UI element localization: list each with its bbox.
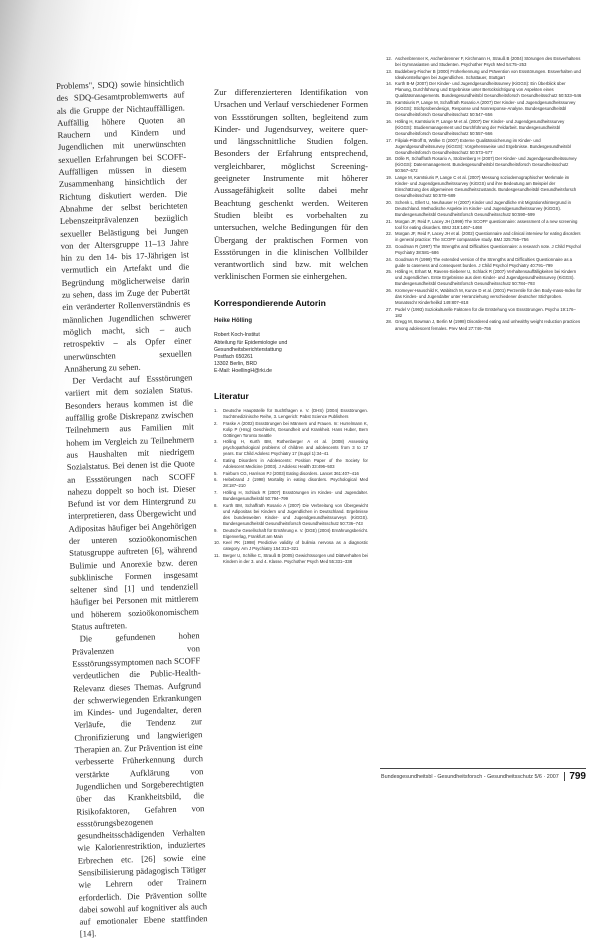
address-line: Robert Koch-Institut [214, 332, 260, 339]
reference-item [386, 119, 582, 137]
reference-number: 10. [214, 540, 220, 546]
reference-item [386, 175, 582, 199]
reference-number: 19. [386, 175, 392, 181]
reference-number: 28. [386, 319, 392, 325]
paragraph: Die gefundenen hohen Prävalenzen von Essstörungssymptomen nach SCOFF verdeutlichen die Public-Health-Relevanz dieses Themas. Aufgrund der schwerwiegenden Erkrankungen im Kindes- und Jugendalter, deren Verläufe, die Tendenz zur Chronifizierung und langwierigen Therapien an. Zur Prävention ist eine verbesserte Früherkennung durch verstärkte Aufklärung von Jugendlichen und Sorgeberechtigten über das Krankheitsbild, die Risikofaktoren, Gefahren von essstörungsbezogenen gesundheitsschädigenden Verhalten wie Kalorienrestriktion, induziertes Erbrechen etc. [26] sowie eine Sensibilisierung pädagogisch Tätiger wie Lehrern oder Trainern erforderlich. Die Prävention sollte dabei sowohl auf kognitiver als auch auf emotionaler Ebene stattfinden [14]. [71, 630, 208, 940]
reference-number: 7. [214, 490, 218, 496]
reference-number: 22. [386, 231, 392, 237]
reference-item [214, 477, 368, 489]
reference-item [386, 56, 582, 68]
reference-item [386, 231, 582, 243]
author-address [214, 332, 368, 375]
reference-item [386, 81, 582, 99]
reference-text: Kamtsiuris P, Lange M, Schaffrath Rosario A (2007) Der Kinder- und Jugendgesundheitssurvey (KiGGS): Stichprobendesign, Response und Nonresponse-Analyse. Bundesgesundheitsbl Gesundheitsforsch Gesundheitsschutz 50:547–556 [395, 100, 576, 118]
reference-number: 5. [214, 470, 218, 476]
reference-text: Kurth BM, Schaffrath Rosario A (2007) Die Verbreitung von Übergewicht und Adipositas bei Kindern und Jugendlichen in Deutschland. Ergebnisse des bundesweiten Kinder- und Jugendgesundheitssurveys (KiGGS). Bundesgesundheitsbl Gesundheitsforsch Gesundheitsschutz 50:736–743 [223, 502, 368, 526]
reference-number: 8. [214, 502, 218, 508]
reference-list [214, 408, 368, 565]
reference-text: Fairburn CG, Harrison PJ (2003) Eating disorders. Lancet 361:407–416 [223, 470, 359, 476]
reference-text: Deutsche Hauptstelle für Suchtfragen e. V. (DHS) (2004) Essstörungen. Suchtmedizinische Reihe, 3. Lengerich: Pabst Science Publishers [223, 407, 368, 419]
reference-text: Pudel V (1993) Soziokulturelle Faktoren für die Entstehung von Essstörungen. Psycho 19:176–182 [395, 306, 576, 318]
reference-item [386, 200, 582, 218]
reference-item [214, 503, 368, 527]
reference-number: 3. [214, 439, 218, 445]
reference-text: Lange M, Kamtsiuris P, Lange C et al. (2007) Messung soziodemographischer Merkmale im Kinder- und Jugendgesundheitssurvey (KiGGS) und ihre Bedeutung am Beispiel der Einschätzung des allgemeinen Gesundheitszustands. Bundesgesundheitsbl Gesundheitsforsch Gesundheitsschutz 50:578–589 [395, 175, 577, 199]
reference-text: Hölling H, Erhart M, Ravens-Sieberer U, Schlack R (2007) Verhaltensauffälligkeiten bei Kindern und Jugendlichen. Erste Ergebnisse aus dem Kinder- und Jugendgesundheitssurvey (KiGGS). Bundesgesundheitsbl Gesundheitsforsch Gesundheitsschutz 50:784–793 [395, 269, 577, 287]
reference-text: Morgan JF, Reid F, Lacey JH et al. (2002) Questionnaire and clinical interview for eating disorders in general practice: The SCOFF comparative study. BMJ 325:755–756 [395, 231, 581, 243]
reference-number: 17. [386, 137, 392, 143]
journal-citation: Bundesgesundheitsbl - Gesundheitsforsch - Gesundheitsschutz 5/6 · 2007 [381, 773, 559, 780]
reference-text: Schenk L, Ellert U, Neuhauser H (2007) Kinder und Jugendliche mit Migrationshintergrund in Deutschland. Methodische Aspekte im Kinder- und Jugendgesundheitssurvey (KiGGS). Bundesgesundheitsbl Gesundheitsforsch Gesundheitsschutz 50:590–599 [395, 199, 572, 217]
author-heading: Korrespondierende Autorin [214, 297, 326, 308]
reference-item [386, 138, 582, 156]
address-line: Abteilung für Epidemiologie und [214, 339, 288, 346]
literature-heading: Literatur [214, 390, 249, 401]
reference-text: Berger U, Schilke C, Strauß B (2005) Gewichtssorgen und Diätverhalten bei Kindern in der 3. und 4. Klasse. Psychother Psych Med 55:331–338 [223, 552, 368, 564]
column-left [56, 76, 208, 940]
reference-item [386, 244, 582, 256]
reference-item [214, 490, 368, 502]
reference-text: Goodman R (1997) The Strengths and Difficulties Questionnaire: a research note. J Child Psychol Psychiatry 38:581–586 [395, 243, 581, 255]
reference-item [214, 540, 368, 552]
reference-item [386, 288, 582, 306]
footer-divider [564, 772, 565, 781]
reference-text: Hölling H, Kamtsiuris P, Lange M et al. (2007) Der Kinder- und Jugendgesundheitssurvey (KiGGS): Studienmanagement und Durchführung der Feldarbeit. Bundesgesundheitsbl Gesundheitsforsch Gesundheitsschutz 50:557–566 [395, 118, 565, 136]
reference-number: 27. [386, 306, 392, 312]
reference-number: 9. [214, 527, 218, 533]
reference-number: 2. [214, 420, 218, 426]
reference-item [214, 528, 368, 540]
reference-item [386, 219, 582, 231]
reference-number: 25. [386, 269, 392, 275]
reference-number: 20. [386, 199, 392, 205]
reference-item [386, 69, 582, 81]
address-line: 13302 Berlin, BRD [214, 361, 257, 368]
reference-item [386, 257, 582, 269]
reference-number: 14. [386, 81, 392, 87]
reference-text: Deutsche Gesellschaft für Ernährung e. V. (DGE) (2004) Ernährungsbericht. Eigenverlag, Frankfurt am Main [223, 527, 368, 539]
reference-number: 23. [386, 243, 392, 249]
reference-item [386, 100, 582, 118]
reference-number: 26. [386, 288, 392, 294]
page-number: 799 [569, 771, 586, 782]
reference-number: 11. [214, 552, 220, 558]
reference-item [386, 269, 582, 287]
reference-text: Dölle R, Schaffrath Rosario A, Stolzenberg H (2007) Der Kinder- und Jugendgesundheitssurvey (KiGGS): Datenmanagement. Bundesgesundheitsbl Gesundheitsforsch Gesundheitsschutz 50:567–572 [395, 156, 577, 174]
address-line: Gesundheitsberichterstattung [214, 346, 282, 353]
reference-text: Eating Disorders in Adolescents: Position Paper of the Society for Adolescent Medicine (2003). J Adolesc Health 33:496–503 [223, 458, 368, 470]
reference-text: Keel PK (1998) Predictive validity of bulimia nervosa as a diagnostic category. Am J Psychiatry 154:313–321 [223, 540, 368, 552]
reference-list [386, 56, 582, 332]
reference-item [386, 156, 582, 174]
reference-number: 15. [386, 100, 392, 106]
reference-text: Kurth B-M (2007) Der Kinder- und Jugendgesundheitssurvey (KiGGS): Ein Überblick über Planung, Durchführung und Ergebnisse unter Berücksichtigung von Aspekten eines Qualitätsmanagements. Bundesgesundheitsbl Gesundheitsforsch Gesundheitsschutz 50:533–546 [395, 81, 582, 99]
reference-number: 6. [214, 477, 218, 483]
reference-text: Hölling H, Kurth BM, Rothenberger A et al. (2008) Assessing psychopathological problems of children and adolescents from 3 to 17 years. Eur Child Adolesc Psychiatry 17 (Suppl 1):34–41 [223, 439, 368, 457]
address-line: Postfach 650261 [214, 353, 253, 360]
reference-item [214, 458, 368, 470]
reference-text: Goodman R (1999) The extended version of the Strengths and Difficulties Questionnaire as a guide to caseness and consequent burden. J Child Psychol Psychiatry 40:791–799 [395, 256, 573, 268]
reference-text: Hebebrand J (1998) Mortality in eating disorders. Psychological Med 28:187–210 [223, 477, 368, 489]
reference-number: 21. [386, 218, 392, 224]
paragraph: Zur differenzierteren Identifikation von Ursachen und Verlauf verschiedener Formen von Essstörungen sollten, begleitend zum Kinder- und Jugendsurvey, weitere quer- und längsschnittliche Studien folgen. Besonders der Erfahrung entsprechend, vergleichbarer, möglichst Screening-geeigneter Instrumente mit höherer Aussagefähigkeit sollte dabei mehr Beachtung geschenkt werden. Weiteren Studien bleibt es vorbehalten zu untersuchen, welche Bedingungen für den Übergang der praktischen Formen von Essstörungen in die klinischen Vollbilder verantwortlich sind bzw. mit welchen verklinischen Formen sie einhergehen. [214, 87, 368, 282]
paragraph: Problems", SDQ) sowie hinsichtlich des SDQ-Gesamtproblemwerts auf als die Gruppe der Nichtauffälligen. Auffällig höhere Quoten an Rauchern und Kindern und Jugendlichen mit unerwünschten sexuellen Erfahrungen bei SCOFF-Auffälligen müssen in diesem Zusammenhang hinsichtlich der Richtung diskutiert werden. Die Abnahme der selbst berichteten Lebenszeitprävalenzen bezüglich sexueller Belästigung bei Jungen von der Altersgruppe 11–13 Jahre hin zu den 14- bis 17-Jährigen ist vermutlich ein Artefakt und die Begründung möglicherweise darin zu sehen, dass im Zuge der Pubertät ein veränderter Rollenverständnis es männlichen Jugendlichen schwerer möglich macht, sich – auch retrospektiv – als Opfer einer unerwünschten sexuellen Annäherung zu sehen. [56, 77, 192, 374]
reference-item [214, 408, 368, 420]
reference-item [386, 319, 582, 331]
reference-number: 4. [214, 458, 218, 464]
reference-text: Hölling H, Schlack R (2007) Essstörungen im Kindes- und Jugendalter. Bundesgesundheitsbl 50:794–799 [223, 490, 368, 502]
reference-item [214, 553, 368, 565]
author-name: Heike Hölling [214, 318, 253, 325]
reference-item [214, 421, 368, 439]
reference-number: 13. [386, 68, 392, 74]
reference-text: Gregg M, Bowman J, Berlin M (1998) Disordered eating and unhealthy weight reduction practices among adolescent females. Prev Med 27:746–756 [395, 319, 581, 331]
reference-text: Morgan JF, Reid F, Lacey JH (1999) The SCOFF questionnaire: assessment of a new screening tool for eating disorders. BMJ 319:1467–1468 [395, 218, 578, 230]
column-middle [214, 86, 368, 566]
reference-number: 12. [386, 56, 392, 61]
reference-number: 18. [386, 156, 392, 162]
reference-text: Buddeberg-Fischer B (2000) Früherkennung und Prävention von Essstörungen. Essverhalten und Idealvorstellungen bei Jugendlichen. Schattauer, Stuttgart [395, 68, 581, 80]
author-email[interactable]: E-Mail: HoellingH@rki.de [214, 368, 273, 375]
reference-number: 1. [214, 407, 218, 413]
reference-number: 16. [386, 118, 392, 124]
paragraph: Der Verdacht auf Essstörungen variiert mit dem sozialen Status. Besonders heraus kommen ist die auffällig große Diskrepanz zwischen Teilnehmern aus Familien mit hohem im Vergleich zu Teilnehmern aus Haushalten mit niedrigem Sozialstatus. Bei denen ist die Quote an Essstörungen nach SCOFF nahezu doppelt so hoch ist. Dieser Befund ist vor dem Hintergrund zu interpretieren, dass Übergewicht und Adipositas häufiger bei Angehörigen der unteren sozioökonomischen Statusgruppe auftreten [6], während Bulimie und Anorexie bzw. deren subklinische Formen insgesamt seltener sind [1] und tendenziell häufiger bei Personen mit mittlerem und höherem sozioökonomischem Status auftreten. [64, 372, 200, 632]
reference-text: Aschenbrenner K, Aschenbrenner F, Kirchmann H, Strauß B (2004) Störungen des Essverhaltens bei Gymnasiasten und Studenten. Psychother Psych Med 54:75–253 [395, 56, 581, 68]
reference-text: Filipiak-Pittroff B, Wölke G (2007) Externe Qualitätssicherung im Kinder- und Jugendgesundheitssurvey (KiGGS): Vorgehensweise und Ergebnisse. Bundesgesundheitsbl Gesundheitsforsch Gesundheitsschutz 50:573–577 [395, 137, 571, 155]
reference-text: Fraske A (2002) Essstörungen bei Männern und Frauen. In: Hurrelmann K, Kolip P (Hrsg) Geschlecht, Gesundheit und Krankheit. Hans Huber, Bern Göttingen Toronto Seattle [223, 420, 368, 438]
reference-item [386, 307, 582, 319]
reference-item [214, 471, 368, 477]
page-footer [380, 768, 586, 782]
reference-number: 24. [386, 256, 392, 262]
reference-text: Kromeyer-Hauschild K, Wabitsch M, Kunze D et al. (2001) Perzentile für den Body-mass-Index für das Kindes- und Jugendalter unter Heranziehung verschiedener deutscher Stichproben. Monatsschr Kinderheilkd 149:807–818 [395, 288, 582, 306]
column-right [386, 56, 582, 332]
reference-item [214, 439, 368, 457]
